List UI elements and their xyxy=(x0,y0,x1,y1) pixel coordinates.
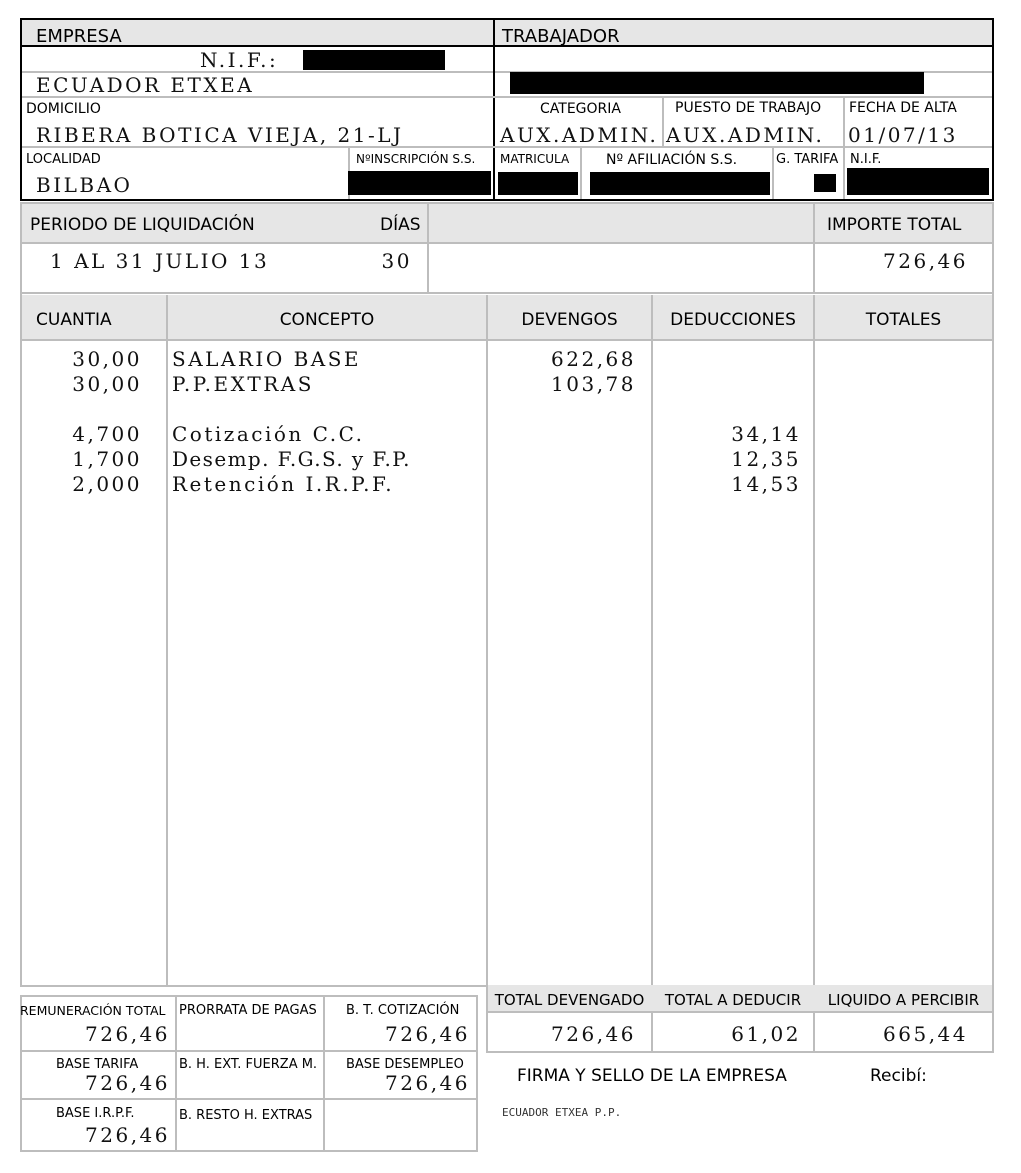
importe-value: 726,46 xyxy=(883,249,968,273)
firma-label: FIRMA Y SELLO DE LA EMPRESA xyxy=(517,1066,787,1086)
b-resto-label: B. RESTO H. EXTRAS xyxy=(179,1108,313,1123)
recibi-label: Recibí: xyxy=(870,1066,927,1086)
base-irpf-label: BASE I.R.P.F. xyxy=(56,1106,135,1121)
matricula-label: MATRICULA xyxy=(500,152,570,166)
dias-value: 30 xyxy=(381,249,412,273)
localidad-label: LOCALIDAD xyxy=(26,152,101,167)
table-row-concepto: Cotización C.C. xyxy=(172,422,365,446)
importe-label: IMPORTE TOTAL xyxy=(827,215,962,235)
periodo-label: PERIODO DE LIQUIDACIÓN xyxy=(30,215,255,235)
tarifa-redacted xyxy=(814,174,836,192)
bt-cotizacion-value: 726,46 xyxy=(385,1022,470,1046)
base-desempleo-label: BASE DESEMPLEO xyxy=(346,1057,464,1072)
prorrata-label: PRORRATA DE PAGAS xyxy=(179,1003,317,1018)
bt-cotizacion-label: B. T. COTIZACIÓN xyxy=(346,1003,460,1018)
table-row-deduccion: 14,53 xyxy=(731,472,801,496)
col-deducciones: DEDUCCIONES xyxy=(670,310,796,330)
alta-value: 01/07/13 xyxy=(848,123,958,147)
table-row-cuantia: 30,00 xyxy=(72,347,142,371)
matricula-redacted xyxy=(498,172,578,195)
empresa-nif-redacted xyxy=(303,50,445,70)
total-devengado-value: 726,46 xyxy=(551,1022,636,1046)
inscripcion-label: NºINSCRIPCIÓN S.S. xyxy=(356,152,476,166)
remuneracion-label: REMUNERACIÓN TOTAL xyxy=(20,1003,166,1018)
table-row-concepto: Retención I.R.P.F. xyxy=(172,472,395,496)
base-tarifa-label: BASE TARIFA xyxy=(56,1057,139,1072)
total-deducir-label: TOTAL A DEDUCIR xyxy=(664,991,802,1009)
total-devengado-label: TOTAL DEVENGADO xyxy=(494,991,645,1009)
table-row-deduccion: 12,35 xyxy=(731,447,801,471)
inscripcion-redacted xyxy=(348,171,491,195)
puesto-label: PUESTO DE TRABAJO xyxy=(675,100,822,116)
trabajador-name-redacted xyxy=(510,72,924,94)
remuneracion-value: 726,46 xyxy=(85,1022,170,1046)
table-row-cuantia: 2,000 xyxy=(72,472,142,496)
dias-label: DÍAS xyxy=(380,215,421,235)
base-tarifa-value: 726,46 xyxy=(85,1071,170,1095)
afiliacion-redacted xyxy=(590,172,770,195)
total-deducir-value: 61,02 xyxy=(731,1022,801,1046)
domicilio-label: DOMICILIO xyxy=(26,101,101,117)
trabajador-nif-redacted xyxy=(847,168,989,195)
table-row-cuantia: 4,700 xyxy=(72,422,142,446)
table-row-cuantia: 30,00 xyxy=(72,372,142,396)
trabajador-label: TRABAJADOR xyxy=(502,26,620,47)
empresa-nif-label: N.I.F.: xyxy=(200,48,279,72)
company-stamp-text: ECUADOR ETXEA P.P. xyxy=(502,1106,622,1119)
col-cuantia: CUANTIA xyxy=(36,310,112,330)
table-row-devengo: 622,68 xyxy=(551,347,636,371)
afiliacion-label: Nº AFILIACIÓN S.S. xyxy=(606,152,738,168)
categoria-label: CATEGORIA xyxy=(540,101,621,117)
base-desempleo-value: 726,46 xyxy=(385,1071,470,1095)
liquido-label: LIQUIDO A PERCIBIR xyxy=(827,991,980,1009)
table-row-devengo: 103,78 xyxy=(551,372,636,396)
empresa-label: EMPRESA xyxy=(36,26,122,47)
base-irpf-value: 726,46 xyxy=(85,1123,170,1147)
table-row-concepto: SALARIO BASE xyxy=(172,347,362,371)
col-totales: TOTALES xyxy=(865,310,942,330)
col-concepto: CONCEPTO xyxy=(279,310,375,330)
puesto-value: AUX.ADMIN. xyxy=(666,123,825,147)
empresa-name: ECUADOR ETXEA xyxy=(36,73,255,97)
liquido-value: 665,44 xyxy=(883,1022,968,1046)
col-devengos: DEVENGOS xyxy=(521,310,618,330)
header-divider xyxy=(493,18,495,200)
trabajador-nif-label: N.I.F. xyxy=(850,152,882,167)
table-row-cuantia: 1,700 xyxy=(72,447,142,471)
alta-label: FECHA DE ALTA xyxy=(849,100,957,116)
tarifa-label: G. TARIFA xyxy=(776,152,839,167)
localidad-value: BILBAO xyxy=(36,173,133,197)
table-row-concepto: P.P.EXTRAS xyxy=(172,372,314,396)
table-row-concepto: Desemp. F.G.S. y F.P. xyxy=(172,447,411,471)
bh-fuerza-label: B. H. EXT. FUERZA M. xyxy=(179,1057,318,1072)
table-row-deduccion: 34,14 xyxy=(731,422,801,446)
domicilio-value: RIBERA BOTICA VIEJA, 21-LJ xyxy=(36,123,404,147)
categoria-value: AUX.ADMIN. xyxy=(500,123,659,147)
periodo-value: 1 AL 31 JULIO 13 xyxy=(50,249,270,273)
